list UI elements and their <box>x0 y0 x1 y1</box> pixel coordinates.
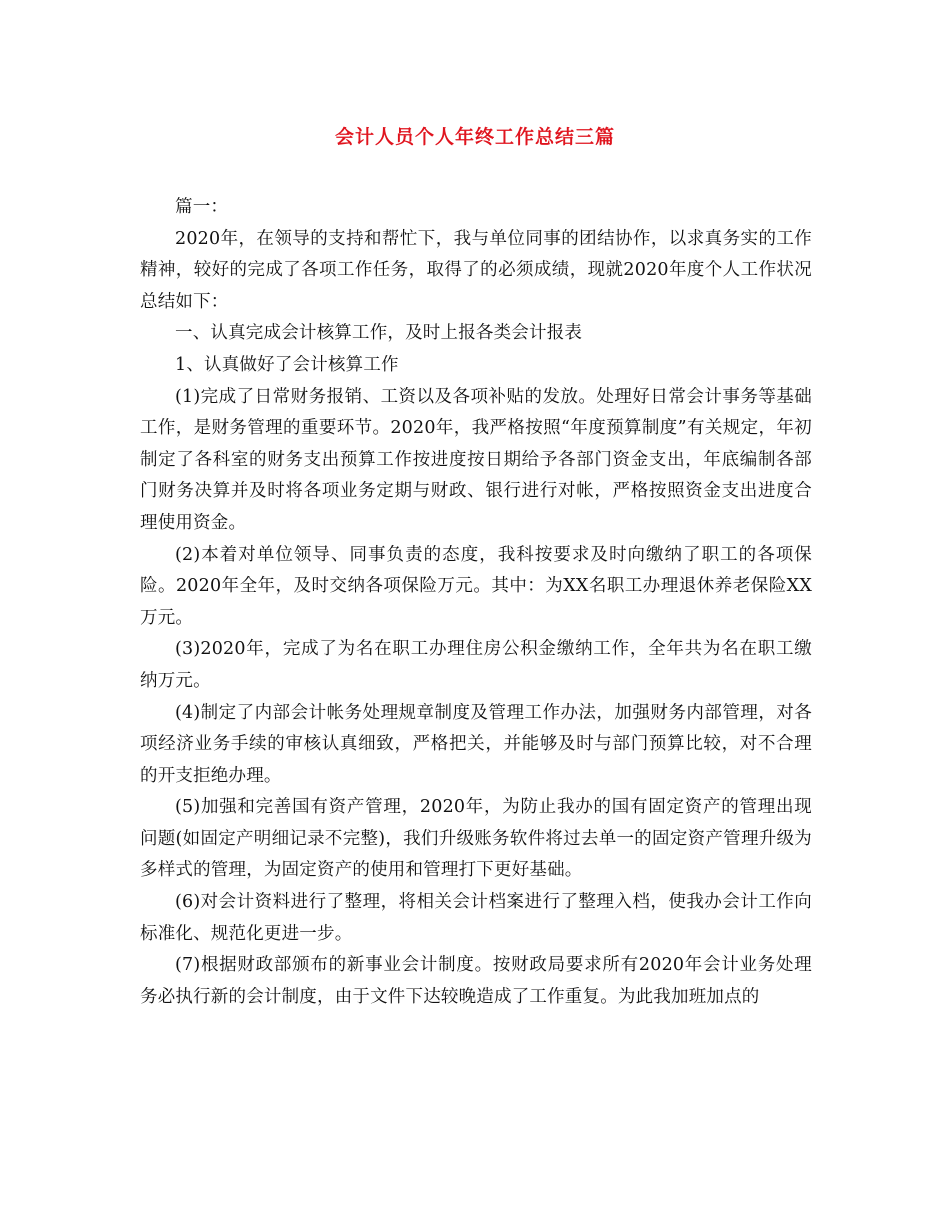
document-title: 会计人员个人年终工作总结三篇 <box>334 126 615 148</box>
item-paragraph-5: (5)加强和完善国有资产管理，2020年，为防止我办的国有固定资产的管理出现问题(如固定产明细记录不完整)，我们升级账务软件将过去单一的固定资产管理升级为多样式的管理，为固定资产的使用和管理打下更好基础。 <box>140 797 812 881</box>
item-paragraph-7: (7)根据财政部颁布的新事业会计制度。按财政局要求所有2020年会计业务处理务必执行新的会计制度，由于文件下达较晚造成了工作重复。为此我加班加点的 <box>140 955 812 1007</box>
section-label: 篇一： <box>175 197 229 217</box>
document-body <box>140 192 812 1013</box>
item-paragraph-4: (4)制定了内部会计帐务处理规章制度及管理工作办法，加强财务内部管理，对各项经济业务手续的审核认真细致，严格把关，并能够及时与部门预算比较，对不合理的开支拒绝办理。 <box>140 702 812 786</box>
item-paragraph-1: (1)完成了日常财务报销、工资以及各项补贴的发放。处理好日常会计事务等基础工作，是财务管理的重要环节。2020年，我严格按照“年度预算制度”有关规定，年初制定了各科室的财务支出预算工作按进度按日期给予各部门资金支出，年底编制各部门财务决算并及时将各项业务定期与财政、银行进行对帐，严格按照资金支出进度合理使用资金。 <box>140 386 812 533</box>
intro-paragraph: 2020年，在领导的支持和帮忙下，我与单位同事的团结协作，以求真务实的工作精神，较好的完成了各项工作任务，取得了的必须成绩，现就2020年度个人工作状况总结如下： <box>140 228 812 312</box>
section-heading: 一、认真完成会计核算工作，及时上报各类会计报表 <box>175 323 583 344</box>
item-paragraph-6: (6)对会计资料进行了整理，将相关会计档案进行了整理入档，使我办会计工作向标准化、规范化更进一步。 <box>140 892 812 944</box>
subsection-heading: 1、认真做好了会计核算工作 <box>175 354 399 375</box>
item-paragraph-2: (2)本着对单位领导、同事负责的态度，我科按要求及时向缴纳了职工的各项保险。2020年全年，及时交纳各项保险万元。其中：为XX名职工办理退休养老保险XX万元。 <box>140 544 812 628</box>
item-paragraph-3: (3)2020年，完成了为名在职工办理住房公积金缴纳工作，全年共为名在职工缴纳万元。 <box>140 639 812 691</box>
